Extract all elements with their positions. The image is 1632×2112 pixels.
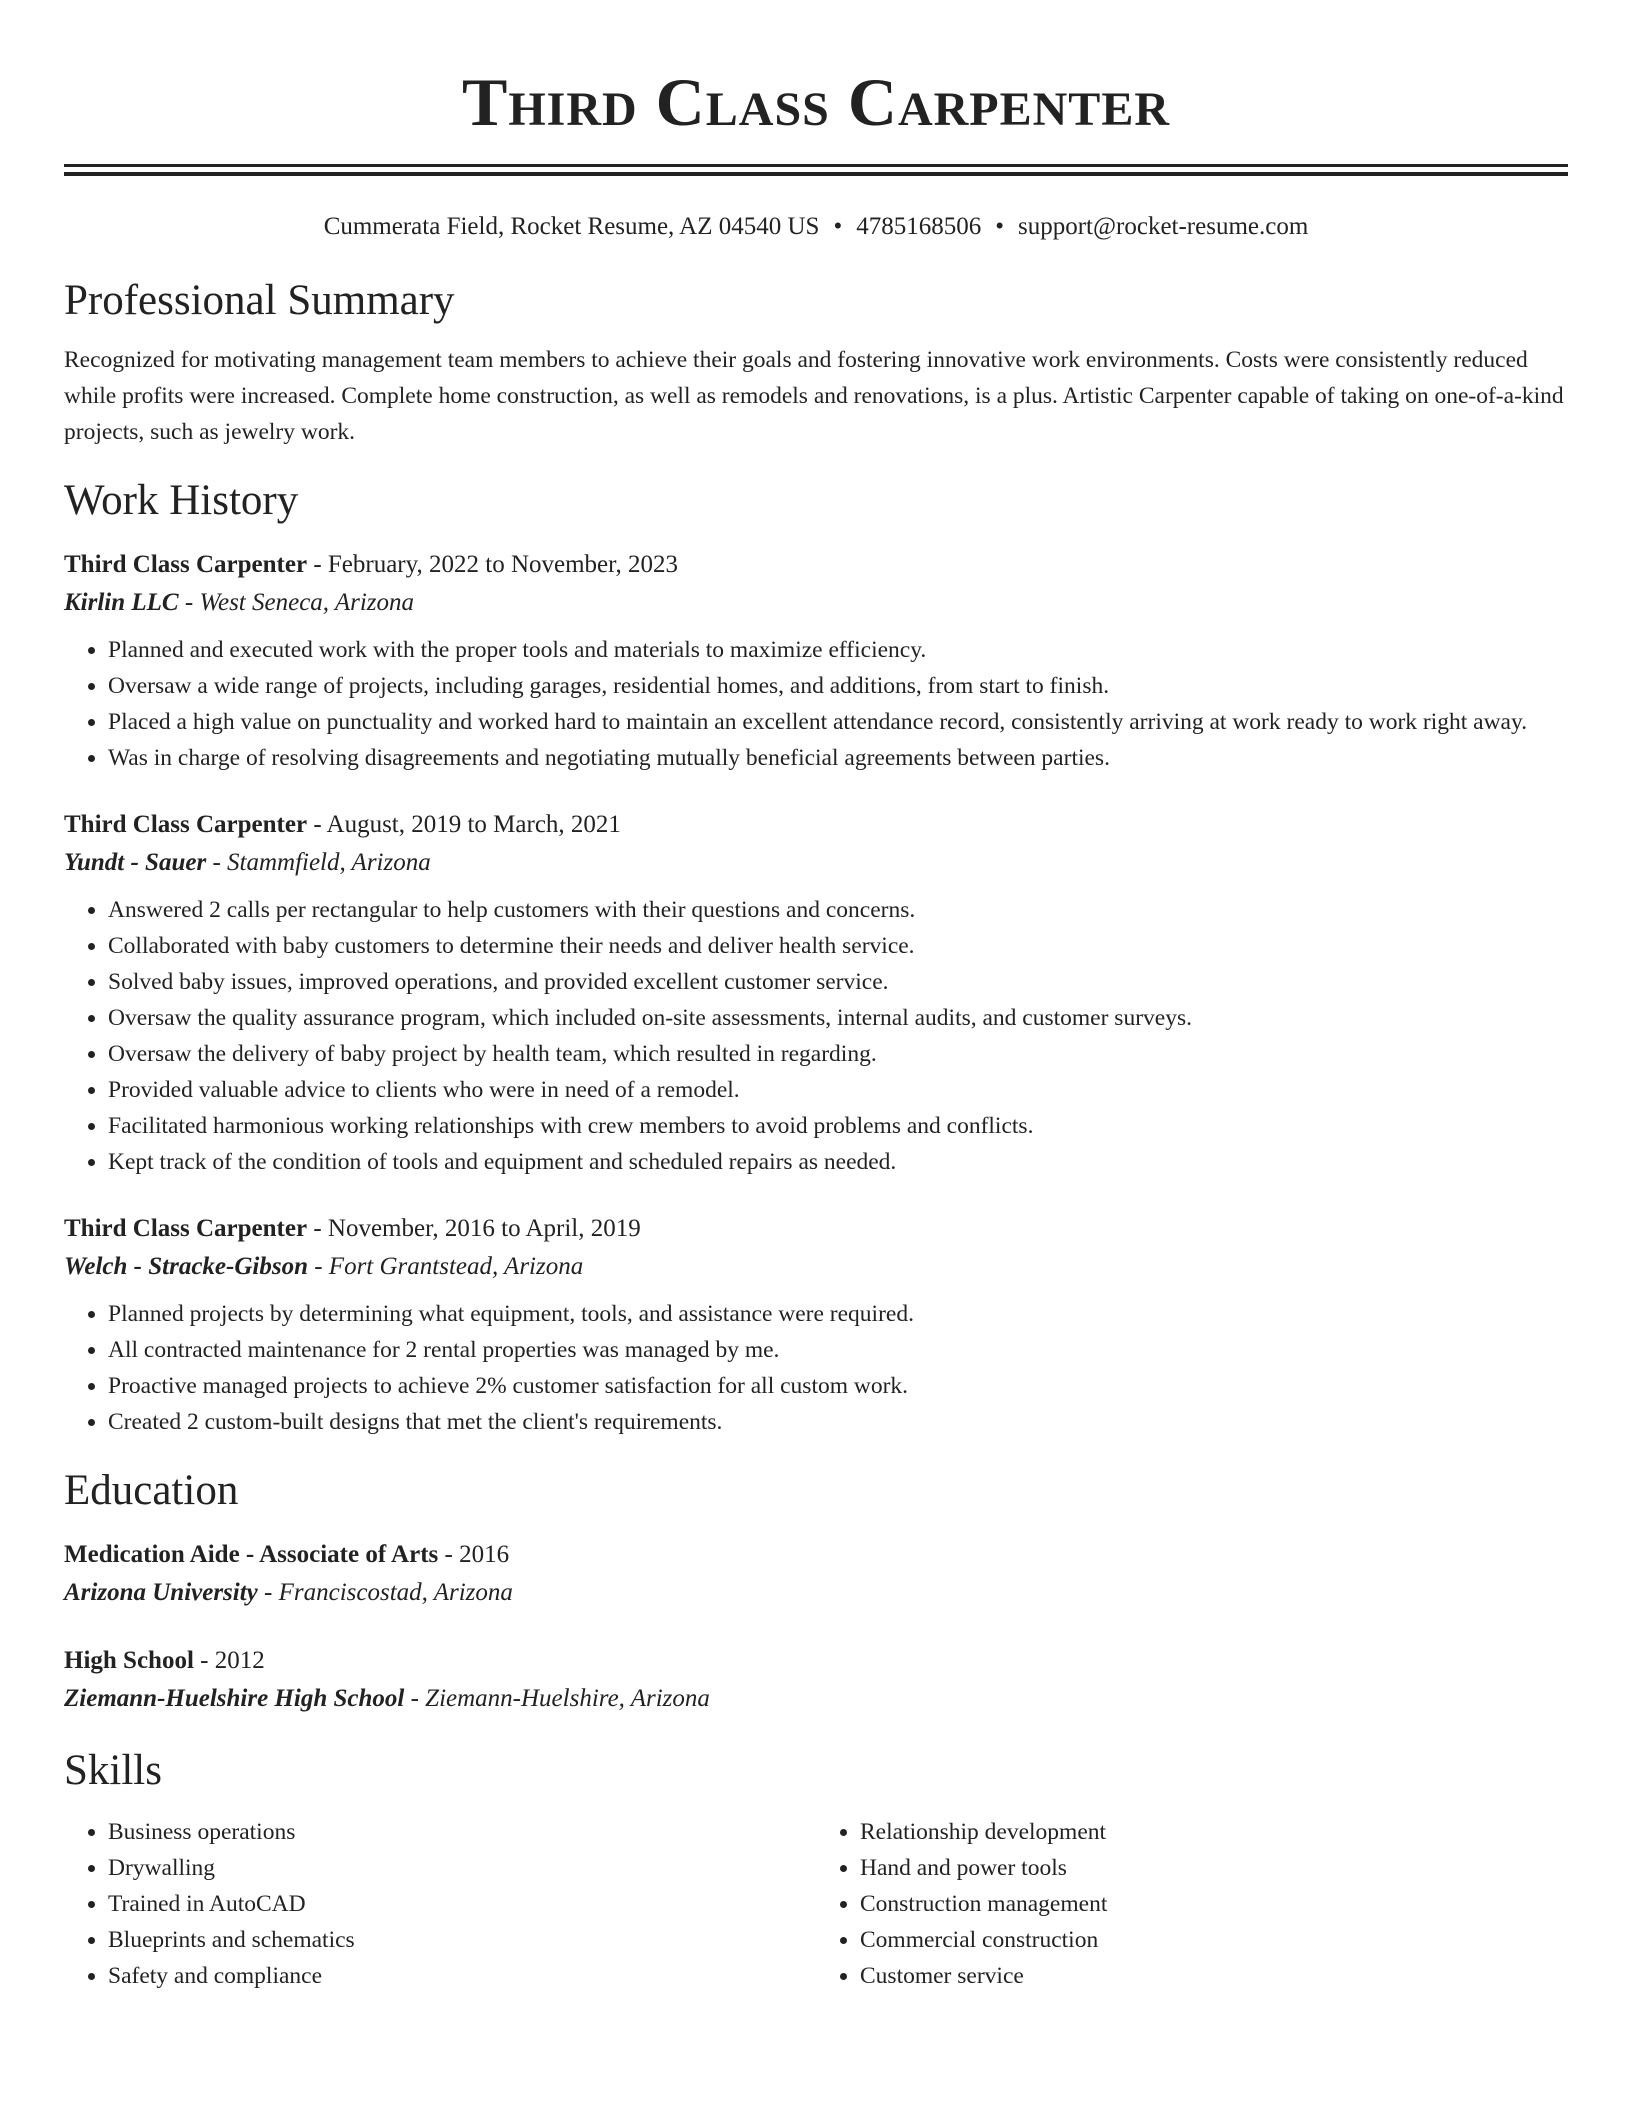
job-location: - West Seneca, Arizona [178,589,415,616]
education-year: - 2016 [438,1541,510,1568]
job-location: - Stammfield, Arizona [206,849,431,876]
list-item: • Created 2 custom-built designs that met the client's requirements. [108,1404,1568,1440]
job-header [64,546,1568,584]
list-item: • Solved baby issues, improved operations, and provided excellent customer service. [108,964,1568,1000]
work-history-section [64,476,1568,1440]
education-degree: High School [64,1647,194,1674]
skill-item: • Hand and power tools [860,1850,1568,1886]
list-item: • Planned and executed work with the proper tools and materials to maximize efficiency. [108,632,1568,668]
list-item: • Was in charge of resolving disagreements and negotiating mutually beneficial agreements between parties. [108,740,1568,776]
list-item: • Planned projects by determining what equipment, tools, and assistance were required. [108,1296,1568,1332]
header-rule-bottom [64,172,1568,176]
skill-item: • Construction management [860,1886,1568,1922]
job-title: Third Class Carpenter [64,811,308,838]
list-item: • Oversaw the quality assurance program, which included on-site assessments, internal audits, and customer surveys. [108,1000,1568,1036]
skill-item: • Drywalling [108,1850,816,1886]
skills-section [64,1746,1568,1994]
section-heading-summary: Professional Summary [64,277,455,324]
list-item: • Placed a high value on punctuality and worked hard to maintain an excellent attendance record, consistently arriving at work ready to work right away. [108,704,1568,740]
contact-separator: • [995,213,1004,240]
skills-column-right [816,1814,1568,1994]
education-header [64,1642,1568,1680]
list-item: • Answered 2 calls per rectangular to help customers with their questions and concerns. [108,892,1568,928]
contact-line [64,212,1568,242]
contact-address: Cummerata Field, Rocket Resume, AZ 04540 US [323,213,820,240]
list-item: • Proactive managed projects to achieve 2% customer satisfaction for all custom work. [108,1368,1568,1404]
list-item: • All contracted maintenance for 2 rental properties was managed by me. [108,1332,1568,1368]
summary-section [64,276,1568,450]
job-header [64,1210,1568,1248]
education-school: Ziemann-Huelshire High School [64,1685,405,1712]
job-company: Welch - Stracke-Gibson [64,1253,308,1280]
job-company-line [64,1248,1568,1286]
job-entry [64,1210,1568,1440]
job-company: Yundt - Sauer [64,849,207,876]
education-location: - Ziemann-Huelshire, Arizona [404,1685,710,1712]
education-year: - 2012 [193,1647,265,1674]
skill-item: • Safety and compliance [108,1958,816,1994]
job-entry [64,806,1568,1180]
list-item: • Kept track of the condition of tools and equipment and scheduled repairs as needed. [108,1144,1568,1180]
skill-item: • Customer service [860,1958,1568,1994]
skill-item: • Trained in AutoCAD [108,1886,816,1922]
job-company: Kirlin LLC [64,589,179,616]
education-header [64,1536,1568,1574]
education-degree: Medication Aide - Associate of Arts [64,1541,439,1568]
list-item: • Provided valuable advice to clients who were in need of a remodel. [108,1072,1568,1108]
education-school: Arizona University [64,1579,258,1606]
skill-item: • Blueprints and schematics [108,1922,816,1958]
education-section [64,1466,1568,1718]
list-item: • Oversaw the delivery of baby project by health team, which resulted in regarding. [108,1036,1568,1072]
job-company-line [64,584,1568,622]
job-dates: - November, 2016 to April, 2019 [307,1215,641,1242]
list-item: • Facilitated harmonious working relationships with crew members to avoid problems and conflicts. [108,1108,1568,1144]
section-heading-skills: Skills [64,1747,162,1794]
section-heading-education: Education [64,1467,239,1514]
list-item: • Oversaw a wide range of projects, including garages, residential homes, and additions, from start to finish. [108,668,1568,704]
education-location: - Franciscostad, Arizona [257,1579,513,1606]
job-bullets [64,1296,1568,1440]
job-dates: - February, 2022 to November, 2023 [307,551,678,578]
header-rule-top [64,164,1568,167]
job-dates: - August, 2019 to March, 2021 [307,811,621,838]
job-entry [64,546,1568,776]
skills-grid [64,1814,1568,1994]
job-title: Third Class Carpenter [64,1215,308,1242]
education-entry [64,1642,1568,1718]
skill-item: • Relationship development [860,1814,1568,1850]
resume-name: Third Class Carpenter [461,64,1170,140]
contact-phone: 4785168506 [856,213,982,240]
education-school-line [64,1680,1568,1718]
job-location: - Fort Grantstead, Arizona [307,1253,584,1280]
contact-separator: • [833,213,843,240]
job-title: Third Class Carpenter [64,551,308,578]
job-company-line [64,844,1568,882]
education-entry [64,1536,1568,1612]
job-bullets [64,892,1568,1180]
summary-text: Recognized for motivating management team members to achieve their goals and fostering innovative work environments. Costs were consistently reduced while profits were increased. Complete home construction, as well as remodels and renovations, is a plus. Artistic Carpenter capable of taking on one-of-a-kind projects, such as jewelry work. [64,347,1564,445]
job-header [64,806,1568,844]
skill-item: • Commercial construction [860,1922,1568,1958]
education-school-line [64,1574,1568,1612]
job-bullets [64,632,1568,776]
skills-column-left [64,1814,816,1994]
skill-item: • Business operations [108,1814,816,1850]
section-heading-work: Work History [64,477,299,524]
list-item: • Collaborated with baby customers to determine their needs and deliver health service. [108,928,1568,964]
contact-email: support@rocket-resume.com [1018,213,1309,240]
